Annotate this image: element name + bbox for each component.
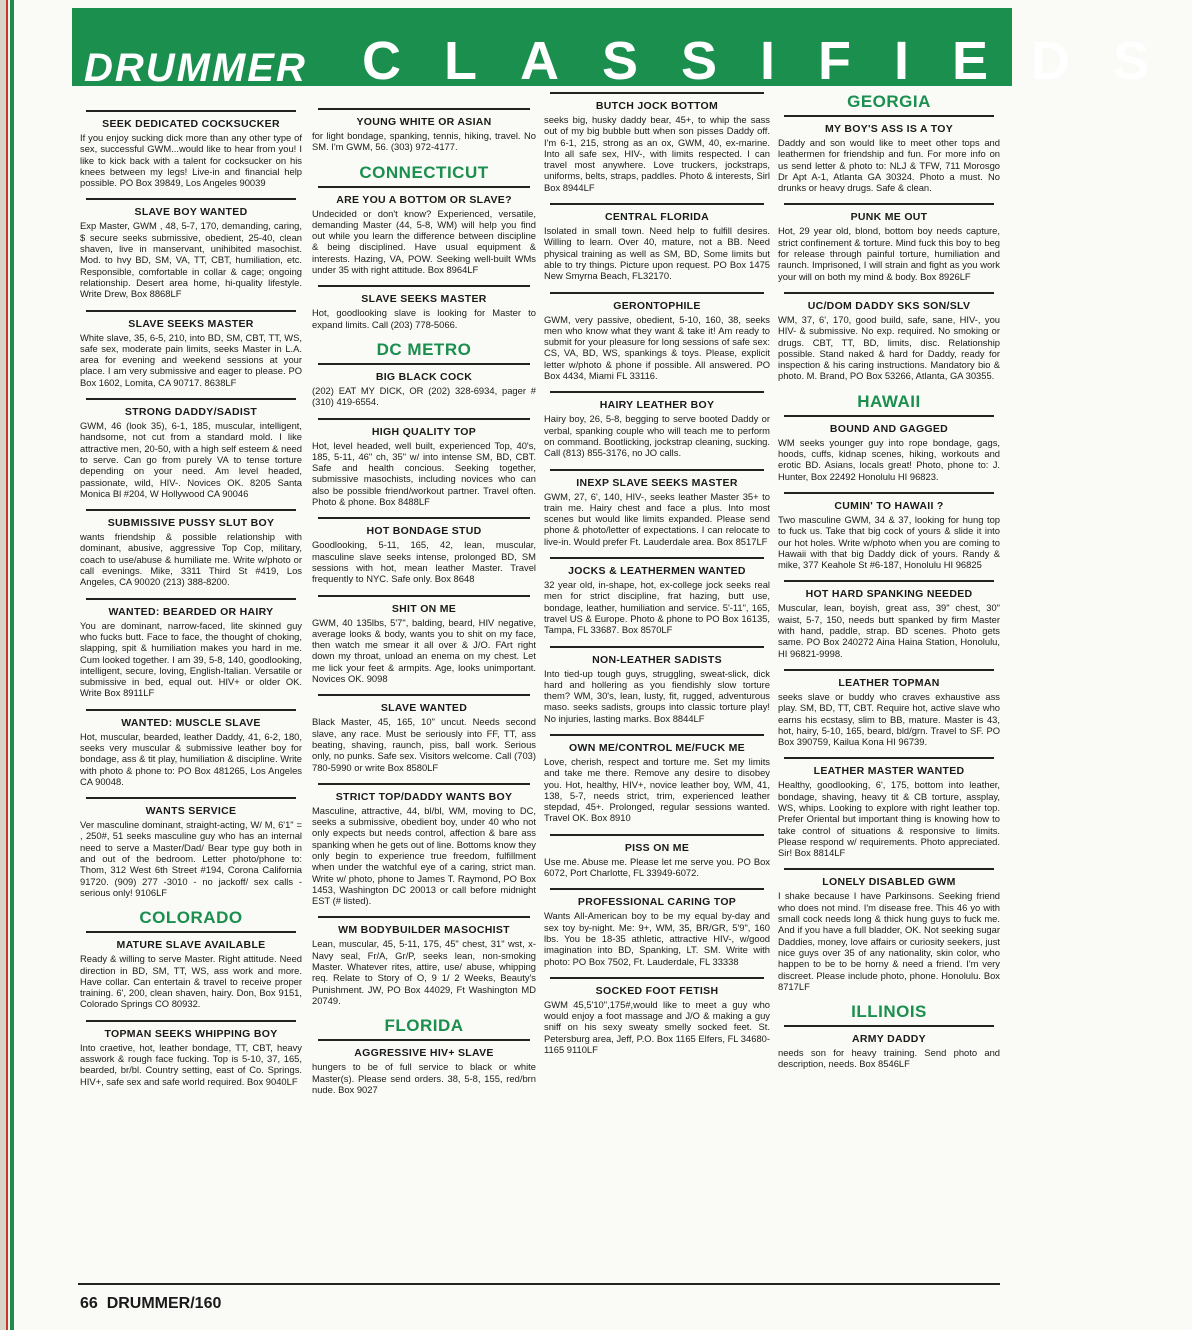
ad-divider-rule [86,931,296,933]
classified-ad [544,92,770,193]
ad-headline: MATURE SLAVE AVAILABLE [116,939,266,952]
ad-headline: HOT BONDAGE STUD [366,525,482,538]
ad-headline: STRICT TOP/DADDY WANTS BOY [335,790,513,803]
ad-headline: JOCKS & LEATHERMEN WANTED [568,565,746,578]
ad-headline: SLAVE BOY WANTED [134,206,248,219]
ad-body: Two masculine GWM, 34 & 37, looking for hung top to fuck us. Take that big cock of yours & slide it into our hot holes. Write w/photo when you are coming to Hawaii with that big Daddy dick of yours. Randy & mike, 377 Keahole St #6-187, Honolulu HI 96825 [778,513,1000,571]
column-4 [778,90,1000,1270]
ad-body: GWM, 46 (look 35), 6-1, 185, muscular, intelligent, handsome, not cut from a standard mold. I like attractive men, 20-50, with a high self esteem & need to serve. Can go from purely VA to tense torture depending on your need. Am level headed, passionate, wild, HIV-. Novices OK. 8205 Santa Monica Bl #204, W Hollywood CA 90046 [80,420,302,499]
ad-headline: MY BOY'S ASS IS A TOY [824,123,954,135]
ad-body: Hot, 29 year old, blond, bottom boy needs capture, strict confinement & torture. Mind fuck this boy to beg for release through painful torture, humiliation and raunch. Imprisoned, I will strain and fight as you work your will on both my mind & body. Box 8926LF [778,225,1000,282]
ad-divider-rule [550,391,764,393]
ad-headline: OWN ME/CONTROL ME/FUCK ME [569,741,745,754]
ad-headline: WM BODYBUILDER MASOCHIST [338,924,510,937]
page-footer [80,1295,221,1313]
classified-ad [312,285,536,330]
ad-body: Exp Master, GWM , 48, 5-7, 170, demanding, caring, $ secure seeks submissive, obedient, 25-40, clean shaven, live in manservant, unihibited masochist. Mod. to hvy BD, SM, VA, TT, CBT, humiliation, etc. Responsible, comfortable in collar & cage; ongoing relationship. Desert area home, hi-quality lifestyle. Write Drew, Box 8868LF [80,220,302,300]
banner-classifieds-text: CLASSIFIEDS [362,31,1192,91]
ad-divider-rule [550,92,764,94]
column-2 [312,108,536,1288]
ad-divider-rule [784,868,994,870]
classified-ad [312,108,536,153]
classified-ad [80,709,302,787]
ad-divider-rule [318,363,530,365]
ad-body: Love, cherish, respect and torture me. Set my limits and take me there. Remove any desire to disobey you. Hot, healthy, HIV+, novice leather boy, WM, 41, 138, 5-7, needs strict, trim, experienced leather stepdad, 45+. Prolonged, regular sessions wanted. Travel OK. Box 8910 [544,755,770,824]
ad-divider-rule [550,557,764,559]
ad-divider-rule [784,115,994,117]
ad-divider-rule [550,977,764,979]
classified-ad [544,834,770,879]
classified-ad [544,391,770,458]
ad-body: Hot, goodlooking slave is looking for Master to expand limits. Call (203) 778-5066. [312,307,536,330]
classified-ad [80,198,302,299]
ad-divider-rule [86,310,296,312]
ad-body: Goodlooking, 5-11, 165, 42, lean, muscular, masculine slave seeks intense, prolonged BD, SM sessions with hot, mean leather Master. Travel frequently to NYC. Safe only. Box 8648 [312,539,536,585]
ad-body: White slave, 35, 6-5, 210, into BD, SM, CBT, TT, WS, safe sex, moderate pain limits, seeks Master in L.A. area for evening and weekend sessions at your place. I am very submissive and eager to please. PO Box 1602, Lomita, CA 90717. 8638LF [80,331,302,388]
ad-headline: SHIT ON ME [391,602,457,615]
ad-headline: SLAVE SEEKS MASTER [128,317,254,330]
ad-headline: CUMIN' TO HAWAII ? [834,499,944,512]
ad-body: Into tied-up tough guys, struggling, sweat-slick, dick hard and hollering as you fiendishly slow torture them? WM, 30's, lean, lusty, fit, rugged, adventurous maso. seeks sadists, groups into classic torture play! No injuries, lasting marks. Box 8844LF [544,667,770,724]
classified-ad [312,517,536,584]
footer-rule [78,1283,1000,1285]
ad-divider-rule [318,418,530,420]
ad-headline: STRONG DADDY/SADIST [124,406,258,419]
ad-divider-rule [784,415,994,417]
classified-ad [544,977,770,1055]
ad-body: GWM, 27, 6', 140, HIV-, seeks leather Master 35+ to train me. Hairy chest and face a plus. Into most scenes but would like limits expanded. Please send phone & photo/letter of expectations. I can relocate to live-in. Would prefer Ft. Lauderdale area. Box 8517LF [544,490,770,547]
ad-body: 32 year old, in-shape, hot, ex-college jock seeks real men for strict discipline, frat hazing, butt use, bondage, leather, humiliation and service. 5'-11", 165, travel US & Europe. Photo & phone to PO Box 16135, Tampa, FL 33687. Box 8570LF [544,579,770,636]
classified-ad [80,931,302,1009]
classified-ad [312,363,536,408]
state-heading: DC METRO [376,339,472,359]
classified-ad [778,580,1000,658]
ad-headline: HOT HARD SPANKING NEEDED [805,588,973,601]
ad-headline: WANTS SERVICE [145,805,237,818]
ad-headline: SLAVE WANTED [380,702,468,715]
ad-divider-rule [550,292,764,294]
ad-divider-rule [318,517,530,519]
state-heading: HAWAII [857,391,921,411]
ad-body: WM seeks younger guy into rope bondage, gags, hoods, cuffs, kidnap scenes, hiking, workouts and erotic BD. Asians, locals great! Photo, phone to: J. Hunter, Box 22492 Honolulu HI 96823. [778,436,1000,482]
ad-body: You are dominant, narrow-faced, lite skinned guy who fucks butt. Face to face, the thought of choking, slapping, spit & humiliation makes you hard in me. Cum looked together. I am 39, 5-8, 140, goodlooking, intelligent, secure, loving, English-Italian. Versatile or submissive in bed, equal out. HIV+ or older OK. Write Box 8911LF [80,619,302,699]
classified-ad [778,203,1000,281]
page-edge-stripes [0,0,22,1330]
ad-headline: HIGH QUALITY TOP [371,425,477,438]
ad-body: seeks slave or buddy who craves exhaustive ass play. SM, BD, TT, CBT. Require hot, active slave who earns his ecstasy, slim to BB, mature. Master is 43, hot, hairy, 5-10, 165, beard, bld/grn. Travel to SF. PO Box 390759, Kailua Kona HI 96739. [778,690,1000,748]
ad-headline: BIG BLACK COCK [375,370,473,383]
state-heading: COLORADO [139,908,243,928]
ad-divider-rule [550,203,764,205]
ad-divider-rule [86,198,296,200]
ad-body: seeks big, husky daddy bear, 45+, to whip the sass out of my big bubble butt when son pisses Daddy off. I'm 6-1, 215, strong as an ox, GWM, 40, ex-marine. Into all safe sex, HIV-, with limits respected. I can travel most anywhere. Love truckers, jockstraps, uniforms, belts, straps, paddles. Photo & interests, Sirl Box 8944LF [544,114,770,193]
ad-divider-rule [318,783,530,785]
ad-headline: YOUNG WHITE OR ASIAN [356,116,492,128]
ad-divider-rule [86,509,296,511]
ad-body: Lean, muscular, 45, 5-11, 175, 45" chest, 31" wst, x-Navy seal, Fr/A, Gr/P, seeks lean, non-smoking Master. Whatever rites, attire, use/ abuse, whipping req. Relate to Story of O, 9 1/ 2 Weeks, Beauty's Punishment. JW, PO Box 44029, Ft Washington MD 20749. [312,938,536,1006]
ad-headline: PROFESSIONAL CARING TOP [577,896,737,909]
ad-divider-rule [784,757,994,759]
ad-headline: LEATHER TOPMAN [838,676,940,689]
ad-body: Isolated in small town. Need help to fulfill desires. Willing to learn. Over 40, mature, not a BB. Need physical training as well as SM, BD, Some limits but able to try things. Picture upon request. PO Box 1475 New Smyrna Beach, FL32170. [544,225,770,282]
ad-headline: AGGRESSIVE HIV+ SLAVE [354,1047,494,1060]
classified-ad [544,203,770,281]
ad-headline: LEATHER MASTER WANTED [813,765,965,778]
ad-divider-rule [86,598,296,600]
ad-body: Hot, muscular, bearded, leather Daddy, 41, 6-2, 180, seeks very muscular & submissive leather boy for bondage, ass & tit play, humiliation & discipline. Write with photo & phone to: PO Box 481265, Los Angeles CA 90048. [80,730,302,787]
ad-divider-rule [86,110,296,112]
state-heading: GEORGIA [847,92,931,111]
classified-ad [312,783,536,907]
ad-headline: BOUND AND GAGGED [829,422,949,435]
ad-headline: SUBMISSIVE PUSSY SLUT BOY [107,517,275,530]
ad-body: Hot, level headed, well built, experienced Top, 40's, 185, 5-11, 46" ch, 35" w/ into intense SM, BD, CBT. Safe and health concious. Seeking together, submissive masochists, including novices who can also be possible friend/workout partner. Travel often. Photo & phone. Box 8488LF [312,439,536,508]
classified-ad [778,492,1000,570]
ad-headline: WANTED: BEARDED OR HAIRY [108,605,274,618]
ad-body: WM, 37, 6', 170, good build, safe, sane, HIV-, you HIV- & submissive. No exp. required. No smoking or drugs. CBT, TT, BD, limits, disc. Relationship possible. Stand naked & hard for Daddy, ready for inspection & his caring instructions. Mandatory bio & photo. M. Brand, PO Box 53266, Atlanta, GA 30355. [778,313,1000,382]
classified-ad [778,292,1000,382]
ad-body: If you enjoy sucking dick more than any other type of sex, successful GWM...would like to hear from you! I like to kick back with a talent for cocksucker on his knees between my legs! Live-in and financial help possible. PO Box 39849, Los Angeles 90039 [80,132,302,189]
ad-body: Into craetive, hot, leather bondage, TT, CBT, heavy asswork & rough face fucking. Top is 5-10, 37, 165, bearded, br/bl. Country setting, east of Co. Springs. HIV+, safe sex and safe world required. Box 9040LF [80,1041,302,1087]
ad-body: Black Master, 45, 165, 10" uncut. Needs second slave, any race. Must be seriously into FF, TT, ass beating, shaving, raunch, piss, ball work. Serious only, no punks. Safe sex. Visitors welcome. Call (703) 780-5990 or write Box 8580LF [312,716,536,773]
ad-divider-rule [784,203,994,205]
ad-body: GWM 45,5'10",175#,would like to meet a guy who would enjoy a foot massage and J/O & making a guy sniff on his sexy sweaty smelly socked feet. St. Petersburg area, Jeff, P.O. Box 1165 Elfers, FL 34680-1165 9110LF [544,998,770,1056]
column-1 [80,110,302,1290]
ad-divider-rule [318,1039,530,1041]
ad-headline: PISS ON ME [624,841,690,854]
classified-ad [80,797,302,898]
ad-body: for light bondage, spanking, tennis, hiking, travel. No SM. I'm GWM, 56. (303) 972-4177. [312,130,536,153]
classified-ad [312,1039,536,1095]
classified-ad [544,888,770,966]
ad-headline: ARE YOU A BOTTOM OR SLAVE? [336,193,512,206]
column-3 [544,92,770,1272]
classified-ad [312,418,536,508]
ad-divider-rule [550,834,764,836]
ad-divider-rule [784,492,994,494]
ad-headline: HAIRY LEATHER BOY [599,399,715,412]
state-heading: FLORIDA [384,1016,464,1036]
ad-divider-rule [86,709,296,711]
ad-divider-rule [318,108,530,110]
classified-ad [80,310,302,388]
ad-divider-rule [550,888,764,890]
classified-ad [778,1025,1000,1070]
ad-headline: GERONTOPHILE [613,299,701,312]
classified-ad [80,509,302,587]
classified-ad [778,115,1000,193]
ad-body: needs son for heavy training. Send photo and description, needs. Box 8546LF [778,1047,1000,1070]
ad-divider-rule [550,469,764,471]
classifieds-banner [72,8,1192,91]
page-number: 66 [80,1295,98,1312]
classified-ad [544,734,770,824]
ad-divider-rule [86,398,296,400]
ad-headline: LONELY DISABLED GWM [822,876,956,889]
ad-body: Healthy, goodlooking, 6', 175, bottom into leather, bondage, shaving, heavy tit & CB torture, assplay, WS, whips. Looking to explore with right leather top. Prefer Oriental but important thing is knowing how to take control of situations & responsive to limits. Please respond w/ requirements. Photo appreciated. Sir! Box 8814LF [778,779,1000,859]
classified-ad [544,557,770,635]
ad-headline: UC/DOM DADDY SKS SON/SLV [807,299,971,312]
ad-body: Undecided or don't know? Experienced, versatile, demanding Master (44, 5-8, WM) will help you find out while you learn the difference between discipline & being disciplined. Have usual equipment & interests. Hazing, VA, POW. Seeking well-built WMs under 35 with right attitude. Box 8964LF [312,207,536,276]
ad-divider-rule [784,580,994,582]
ad-body: Use me. Abuse me. Please let me serve you. PO Box 6072, Port Charlotte, FL 33949-6072. [544,855,770,879]
ad-headline: SLAVE SEEKS MASTER [361,293,487,306]
classified-ad [80,598,302,699]
classified-ad [778,757,1000,858]
issue-label: DRUMMER/160 [106,1295,222,1312]
classified-ad [80,1020,302,1087]
ad-headline: ARMY DADDY [852,1033,926,1046]
classified-ad [80,110,302,188]
ad-body: hungers to be of full service to black or white Master(s). Please send orders. 38, 5-8, 155, red/brn nude. Box 9027 [312,1061,536,1095]
classified-ad [312,694,536,772]
ad-divider-rule [550,734,764,736]
ad-headline: WANTED: MUSCLE SLAVE [121,716,261,729]
classified-ad [312,186,536,276]
ad-divider-rule [550,646,764,648]
ad-body: (202) EAT MY DICK, OR (202) 328-6934, pager # (310) 419-6554. [312,384,536,408]
classified-ad [80,398,302,499]
ad-divider-rule [86,1020,296,1022]
ad-divider-rule [784,669,994,671]
ad-divider-rule [318,916,530,918]
ad-divider-rule [318,694,530,696]
classified-ad [544,469,770,547]
classified-ad [544,646,770,724]
ad-headline: NON-LEATHER SADISTS [592,653,722,666]
ad-divider-rule [86,797,296,799]
ad-body: Muscular, lean, boyish, great ass, 39" chest, 30" waist, 5-7, 150, needs butt spanked by firm Master with hand, paddle, strap. BD scenes. Photo gets same. PO Box 240272 Aina Haina Station, Honolulu, HI 96821-9998. [778,602,1000,659]
classified-ad [778,415,1000,482]
ad-headline: SEEK DEDICATED COCKSUCKER [102,118,280,130]
ad-body: Ver masculine dominant, straight-acting, W/ M, 6'1" = , 250#, 51 seeks masculine guy who has an internal need to serve a Master/Dad/ Bear type guy both in and out of the bedroom. Letter photo/phone to: Thom, 312 West 6th Street #194, Corona California 91720. (909) 277 -3010 - no jackoff/ sex calls - serious only! 9106LF [80,819,302,898]
ad-body: Hairy boy, 26, 5-8, begging to serve booted Daddy or verbal, spanking couple who will teach me to perform on command. Bootlicking, jockstrap cleaning, sucking. Call (813) 855-3176, no JO calls. [544,413,770,459]
ad-divider-rule [784,292,994,294]
ad-body: I shake because I have Parkinsons. Seeking friend who does not mind. I'm disease free. This 46 yo with small cock needs long & thick hung guys to fuck me. And if you have a full bladder, OK. Not seeking sugar Daddies, money, love affairs or curiosity seekers, just nice guys over 35 of any nationality, skin color, who happen to be to be horny & need a friend. I'm very discreet. Please include photo, phone. Honolulu. Box 8717LF [778,890,1000,992]
state-heading: CONNECTICUT [359,162,489,182]
ad-headline: PUNK ME OUT [850,211,928,224]
classified-ad [312,595,536,685]
ad-body: Daddy and son would like to meet other tops and leathermen for friendship and fun. For more info on us send letter & photo to: NLJ & TFW, 711 Morosgo Dr Apt A-1, Atlanta GA 30324. Photo a must. No drunks or heavy drugs. Safe & clean. [778,137,1000,194]
ad-body: wants friendship & possible relationship with dominant, abusive, aggressive Top Cop, military, coach to use/abuse & humiliate me. Write w/photo or call evenings. Mike, 3311 Third St #419, Los Angeles, CA 90020 (213) 388-8200. [80,531,302,588]
ad-divider-rule [318,186,530,188]
ad-body: GWM, 40 135lbs, 5'7", balding, beard, HIV negative, average looks & body, wants you to shit on my face, then watch me smear it all over & J/O. FArt right down my throat, unload an enema on my chest. Let me lick your feet & armpits. Age, looks unimportant. Novices OK. 9098 [312,616,536,685]
classified-ad [778,868,1000,992]
ad-headline: BUTCH JOCK BOTTOM [595,100,719,112]
ad-headline: INEXP SLAVE SEEKS MASTER [576,476,738,489]
ad-body: GWM, very passive, obedient, 5-10, 160, 38, seeks men who know what they want & take it! Am ready to submit for your pleasure for long sessions of safe sex: CS, VA, BD, WS, spankings & toys. Please, explicit letter w/photo & phone if possible. All answered. PO Box 4434, Miami FL 33116. [544,313,770,382]
state-heading: ILLINOIS [851,1002,927,1022]
classified-ad [312,916,536,1006]
ad-headline: TOPMAN SEEKS WHIPPING BOY [104,1027,278,1040]
classified-ad [778,669,1000,747]
ad-body: Ready & willing to serve Master. Right attitude. Need direction in BD, SM, TT, WS, ass work and more. Have collar. Can entertain & travel to receive proper training. 6', 200, clean shaven, hairy. Don, Box 9151, Colorado Springs CO 80932. [80,953,302,1010]
ad-divider-rule [318,285,530,287]
ad-body: Masculine, attractive, 44, bl/bl, WM, moving to DC, seeks a submissive, obedient boy, under 40 who not only expects but needs control, affection & bare ass spanking when he gets out of line. Bottoms know they only begin to experience true freedom, fulfillment when under the watchful eye of a caring, strict man. Write w/ photo, phone to James T. Raymond, PO Box 1453, Washington DC 20013 or call before midnight EST (# listed). [312,804,536,907]
ad-headline: SOCKED FOOT FETISH [595,984,719,997]
ad-divider-rule [318,595,530,597]
ad-body: Wants All-American boy to be my equal by-day and sex toy by-night. Me: 9+, WM, 35, BR/GR, 5'9", 160 lbs. You be 18-35 athletic, attractive HIV-, w/good imagination into BD, Spanking, LT. SM. Write with photo: PO Box 7502, Ft. Lauderdale, FL 33338 [544,910,770,967]
ad-divider-rule [784,1025,994,1027]
banner-drummer-text: DRUMMER [84,46,307,90]
classified-ad [544,292,770,382]
ad-headline: CENTRAL FLORIDA [604,211,710,224]
